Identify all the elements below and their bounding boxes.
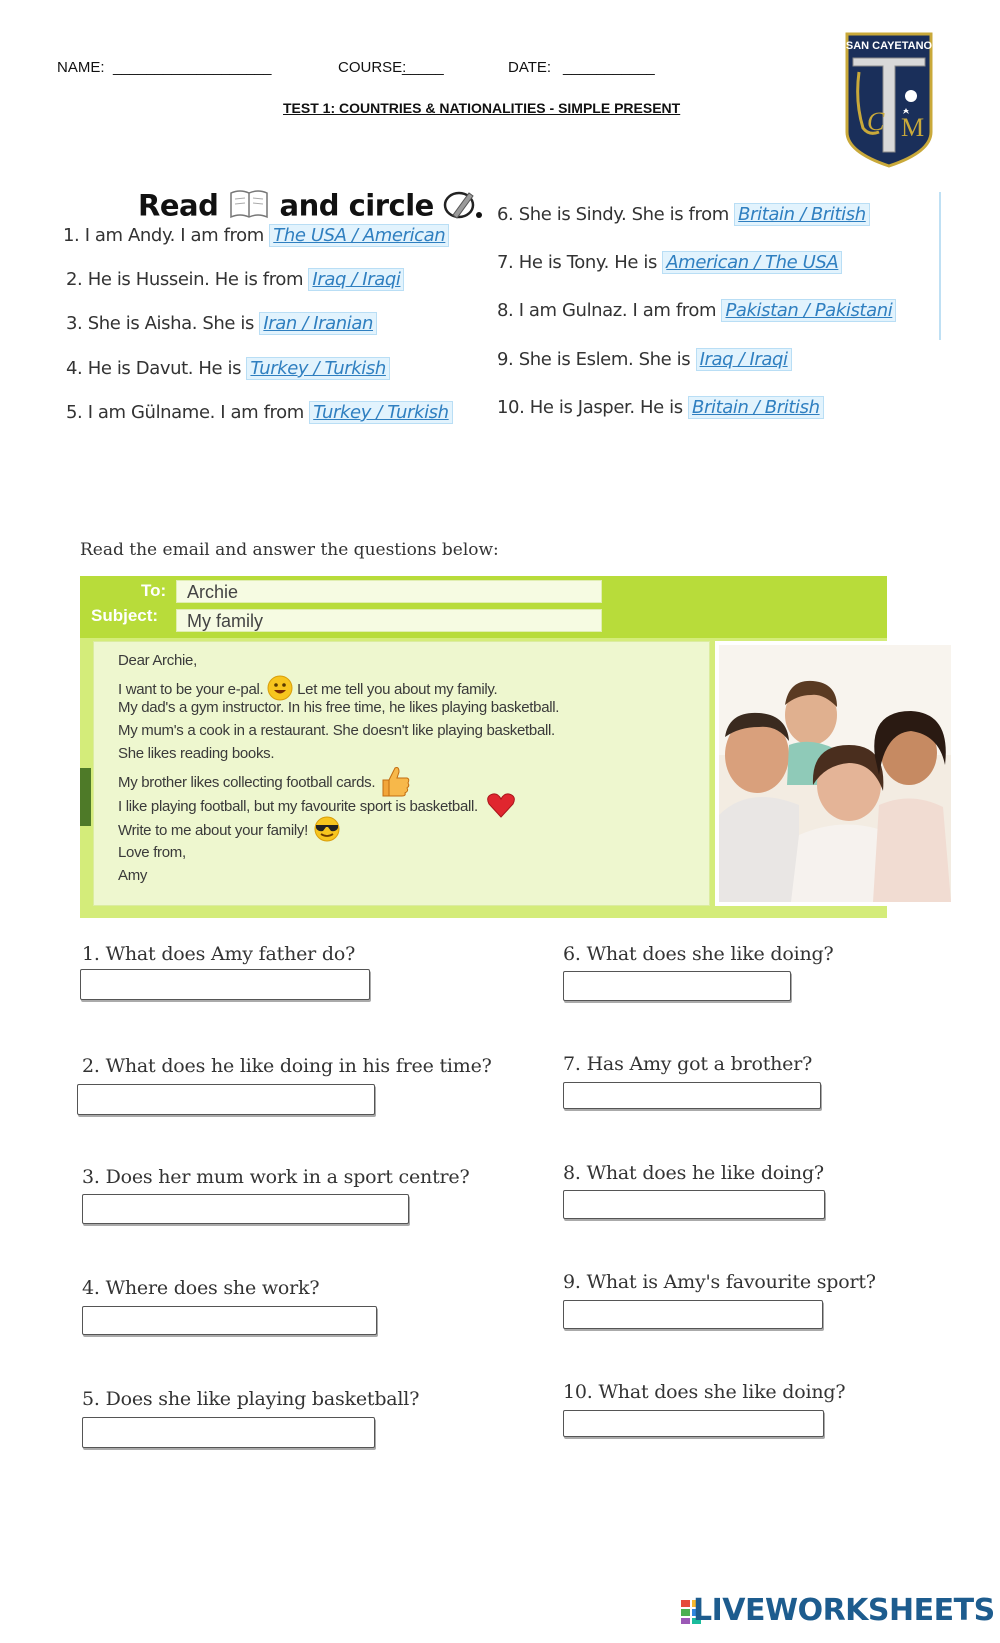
test-title: TEST 1: COUNTRIES & NATIONALITIES - SIMPLE PRESENT [283, 100, 681, 116]
item-text: 6. She is Sindy. She is from [497, 204, 729, 225]
email-body [93, 641, 710, 906]
item-text: 2. He is Hussein. He is from [66, 269, 304, 290]
circle-item-6 [497, 203, 870, 226]
letter-line-5: She likes reading books. [118, 745, 275, 762]
question-1: 1. What does Amy father do? [82, 943, 356, 965]
circle-item-10 [497, 396, 824, 419]
letter-text: I want to be your e-pal. [118, 680, 264, 698]
answer-2-input[interactable] [77, 1084, 375, 1115]
item-options[interactable]: Iran / Iranian [259, 312, 377, 335]
item-text: 4. He is Davut. He is [66, 358, 242, 379]
signature: Amy [118, 867, 148, 884]
section-divider [939, 192, 941, 340]
item-text: 7. He is Tony. He is [497, 252, 657, 273]
question-6: 6. What does she like doing? [563, 943, 834, 965]
answer-3-input[interactable] [82, 1194, 409, 1224]
course-line[interactable]: _____ [402, 59, 444, 76]
letter-line-3: My dad's a gym instructor. In his free time, he likes playing basketball. [118, 699, 560, 716]
question-2: 2. What does he like doing in his free time? [82, 1055, 492, 1077]
answer-5-input[interactable] [82, 1417, 375, 1448]
answer-9-input[interactable] [563, 1300, 823, 1329]
question-4: 4. Where does she work? [82, 1277, 320, 1299]
question-5: 5. Does she like playing basketball? [82, 1388, 420, 1410]
subject-label: Subject: [91, 606, 159, 625]
item-options[interactable]: Britain / British [688, 396, 824, 419]
letter-line-4: My mum's a cook in a restaurant. She doesn't like playing basketball. [118, 722, 555, 739]
sunglasses-emoji-icon [312, 815, 342, 847]
letter-line-9: Love from, [118, 844, 186, 861]
email-card [80, 576, 887, 918]
email-instruction: Read the email and answer the questions below: [80, 540, 499, 560]
circle-item-3 [66, 312, 377, 335]
question-7: 7. Has Amy got a brother? [563, 1053, 813, 1075]
email-left-bar [80, 768, 91, 826]
answer-7-input[interactable] [563, 1082, 821, 1109]
letter-line-8 [118, 815, 342, 847]
circle-item-9 [497, 348, 792, 371]
answer-10-input[interactable] [563, 1410, 824, 1437]
greeting: Dear Archie, [118, 652, 197, 669]
item-options[interactable]: Britain / British [734, 203, 870, 226]
svg-text:C: C [867, 107, 885, 136]
name-line[interactable]: ___________________ [113, 59, 272, 76]
question-9: 9. What is Amy's favourite sport? [563, 1271, 876, 1293]
item-options[interactable]: Iraq / Iraqi [696, 348, 792, 371]
to-label: To: [141, 581, 167, 600]
liveworksheets-brand[interactable]: LIVEWORKSHEETS [693, 1593, 995, 1628]
letter-text: Write to me about your family! [118, 821, 308, 839]
school-crest-logo [845, 32, 933, 168]
item-text: 10. He is Jasper. He is [497, 397, 683, 418]
circle-item-1 [63, 224, 449, 247]
item-options[interactable]: Turkey / Turkish [246, 357, 389, 380]
heart-emoji-icon [486, 791, 516, 823]
item-text: 8. I am Gulnaz. I am from [497, 300, 717, 321]
course-label: COURSE: [338, 59, 407, 76]
answer-8-input[interactable] [563, 1190, 825, 1219]
item-options[interactable]: Pakistan / Pakistani [721, 299, 896, 322]
pencil-circle-icon [443, 189, 485, 226]
item-text: 5. I am Gülname. I am from [66, 402, 304, 423]
date-label: DATE: [508, 59, 552, 76]
circle-item-2 [66, 268, 404, 291]
family-photo [715, 641, 955, 906]
letter-text: Let me tell you about my family. [297, 680, 498, 698]
book-icon [228, 187, 270, 228]
item-text: 3. She is Aisha. She is [66, 313, 255, 334]
circle-item-8 [497, 299, 896, 322]
answer-1-input[interactable] [80, 969, 370, 1000]
name-label: NAME: [57, 59, 105, 76]
item-options[interactable]: The USA / American [269, 224, 449, 247]
item-options[interactable]: Turkey / Turkish [309, 401, 452, 424]
item-text: 9. She is Eslem. She is [497, 349, 691, 370]
date-line[interactable]: ___________ [563, 59, 655, 76]
item-options[interactable]: Iraq / Iraqi [308, 268, 404, 291]
circle-item-5 [66, 401, 453, 424]
circle-item-4 [66, 357, 390, 380]
item-options[interactable]: American / The USA [662, 251, 842, 274]
item-text: 1. I am Andy. I am from [63, 225, 264, 246]
svg-text:M: M [901, 113, 925, 142]
read-and-circle-title [138, 187, 485, 228]
question-8: 8. What does he like doing? [563, 1162, 824, 1184]
read-title-text: Read [138, 188, 219, 223]
letter-text: My brother likes collecting football cards. [118, 773, 376, 791]
question-3: 3. Does her mum work in a sport centre? [82, 1166, 470, 1188]
question-10: 10. What does she like doing? [563, 1381, 846, 1403]
answer-6-input[interactable] [563, 971, 791, 1001]
and-circle-title-text: and circle [279, 188, 434, 223]
circle-item-7 [497, 251, 842, 274]
letter-text: I like playing football, but my favourite sport is basketball. [118, 797, 478, 815]
crest-school-name: SAN CAYETANO [845, 40, 933, 52]
to-field: Archie [176, 580, 602, 603]
answer-4-input[interactable] [82, 1306, 377, 1335]
subject-field: My family [176, 609, 602, 632]
